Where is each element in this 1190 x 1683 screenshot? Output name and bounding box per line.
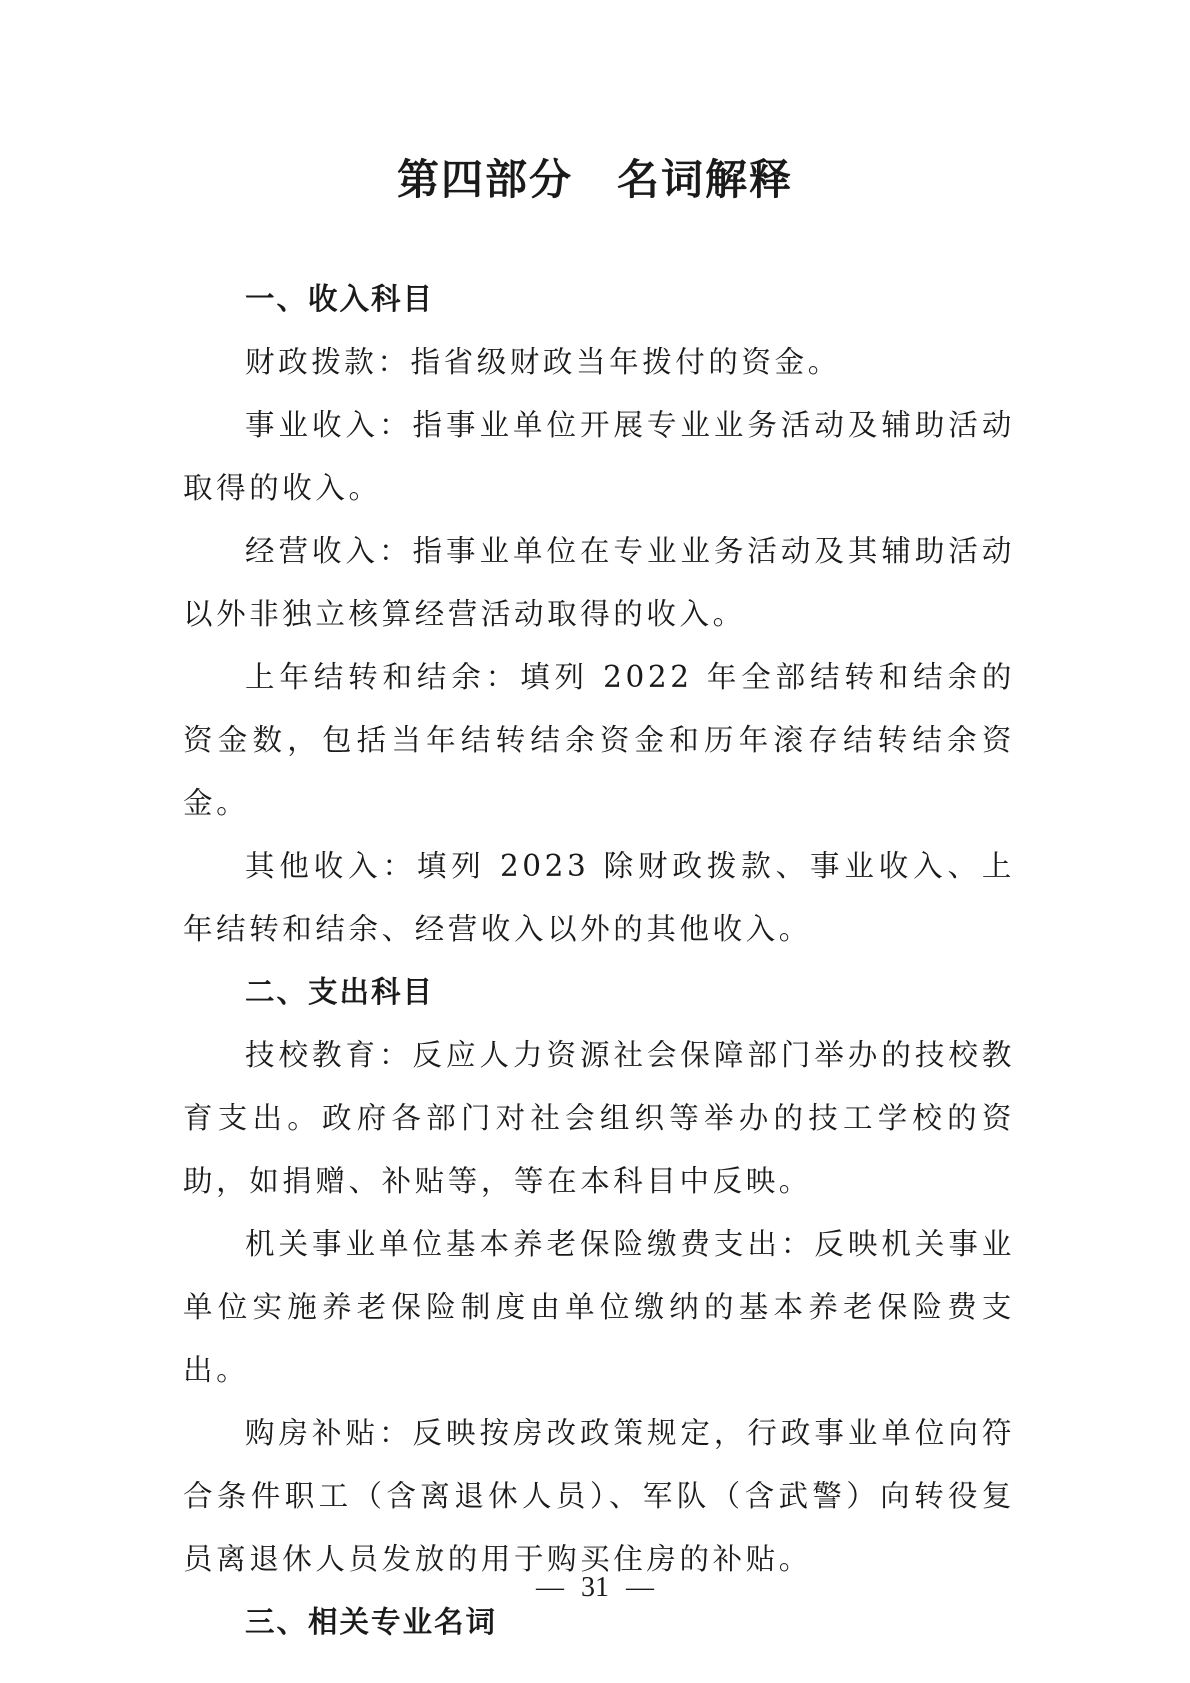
page-footer	[0, 1568, 1190, 1608]
paragraph-business-income: 事业收入：指事业单位开展专业业务活动及辅助活动取得的收入。	[183, 408, 1015, 505]
page-title: 第四部分 名词解释	[396, 155, 793, 204]
paragraph-housing-subsidy: 购房补贴：反映按房改政策规定，行政事业单位向符合条件职工（含离退休人员）、军队（含武警）向转役复员离退休人员发放的用于购买住房的补贴。	[183, 1416, 1015, 1576]
document-body	[183, 268, 1015, 1654]
paragraph-pension-insurance: 机关事业单位基本养老保险缴费支出：反映机关事业单位实施养老保险制度由单位缴纳的基本养老保险费支出。	[183, 1227, 1015, 1387]
section-heading-income: 一、收入科目	[245, 282, 435, 316]
paragraph-technical-school-education: 技校教育：反应人力资源社会保障部门举办的技校教育支出。政府各部门对社会组织等举办的技工学校的资助，如捐赠、补贴等，等在本科目中反映。	[183, 1038, 1015, 1198]
section-heading-expenditure: 二、支出科目	[245, 975, 435, 1009]
paragraph-fiscal-appropriation: 财政拨款：指省级财政当年拨付的资金。	[245, 345, 841, 379]
footer-dash-right: —	[626, 1572, 654, 1603]
paragraph-operating-income: 经营收入：指事业单位在专业业务活动及其辅助活动以外非独立核算经营活动取得的收入。	[183, 534, 1015, 631]
section-heading-related-terms: 三、相关专业名词	[245, 1605, 498, 1639]
page-number: 31	[581, 1572, 609, 1603]
footer-dash-left: —	[536, 1572, 564, 1603]
paragraph-carryover-balance: 上年结转和结余：填列 2022 年全部结转和结余的资金数，包括当年结转结余资金和历年滚存结转结余资金。	[183, 660, 1015, 820]
paragraph-other-income: 其他收入：填列 2023 除财政拨款、事业收入、上年结转和结余、经营收入以外的其他收入。	[183, 849, 1015, 946]
